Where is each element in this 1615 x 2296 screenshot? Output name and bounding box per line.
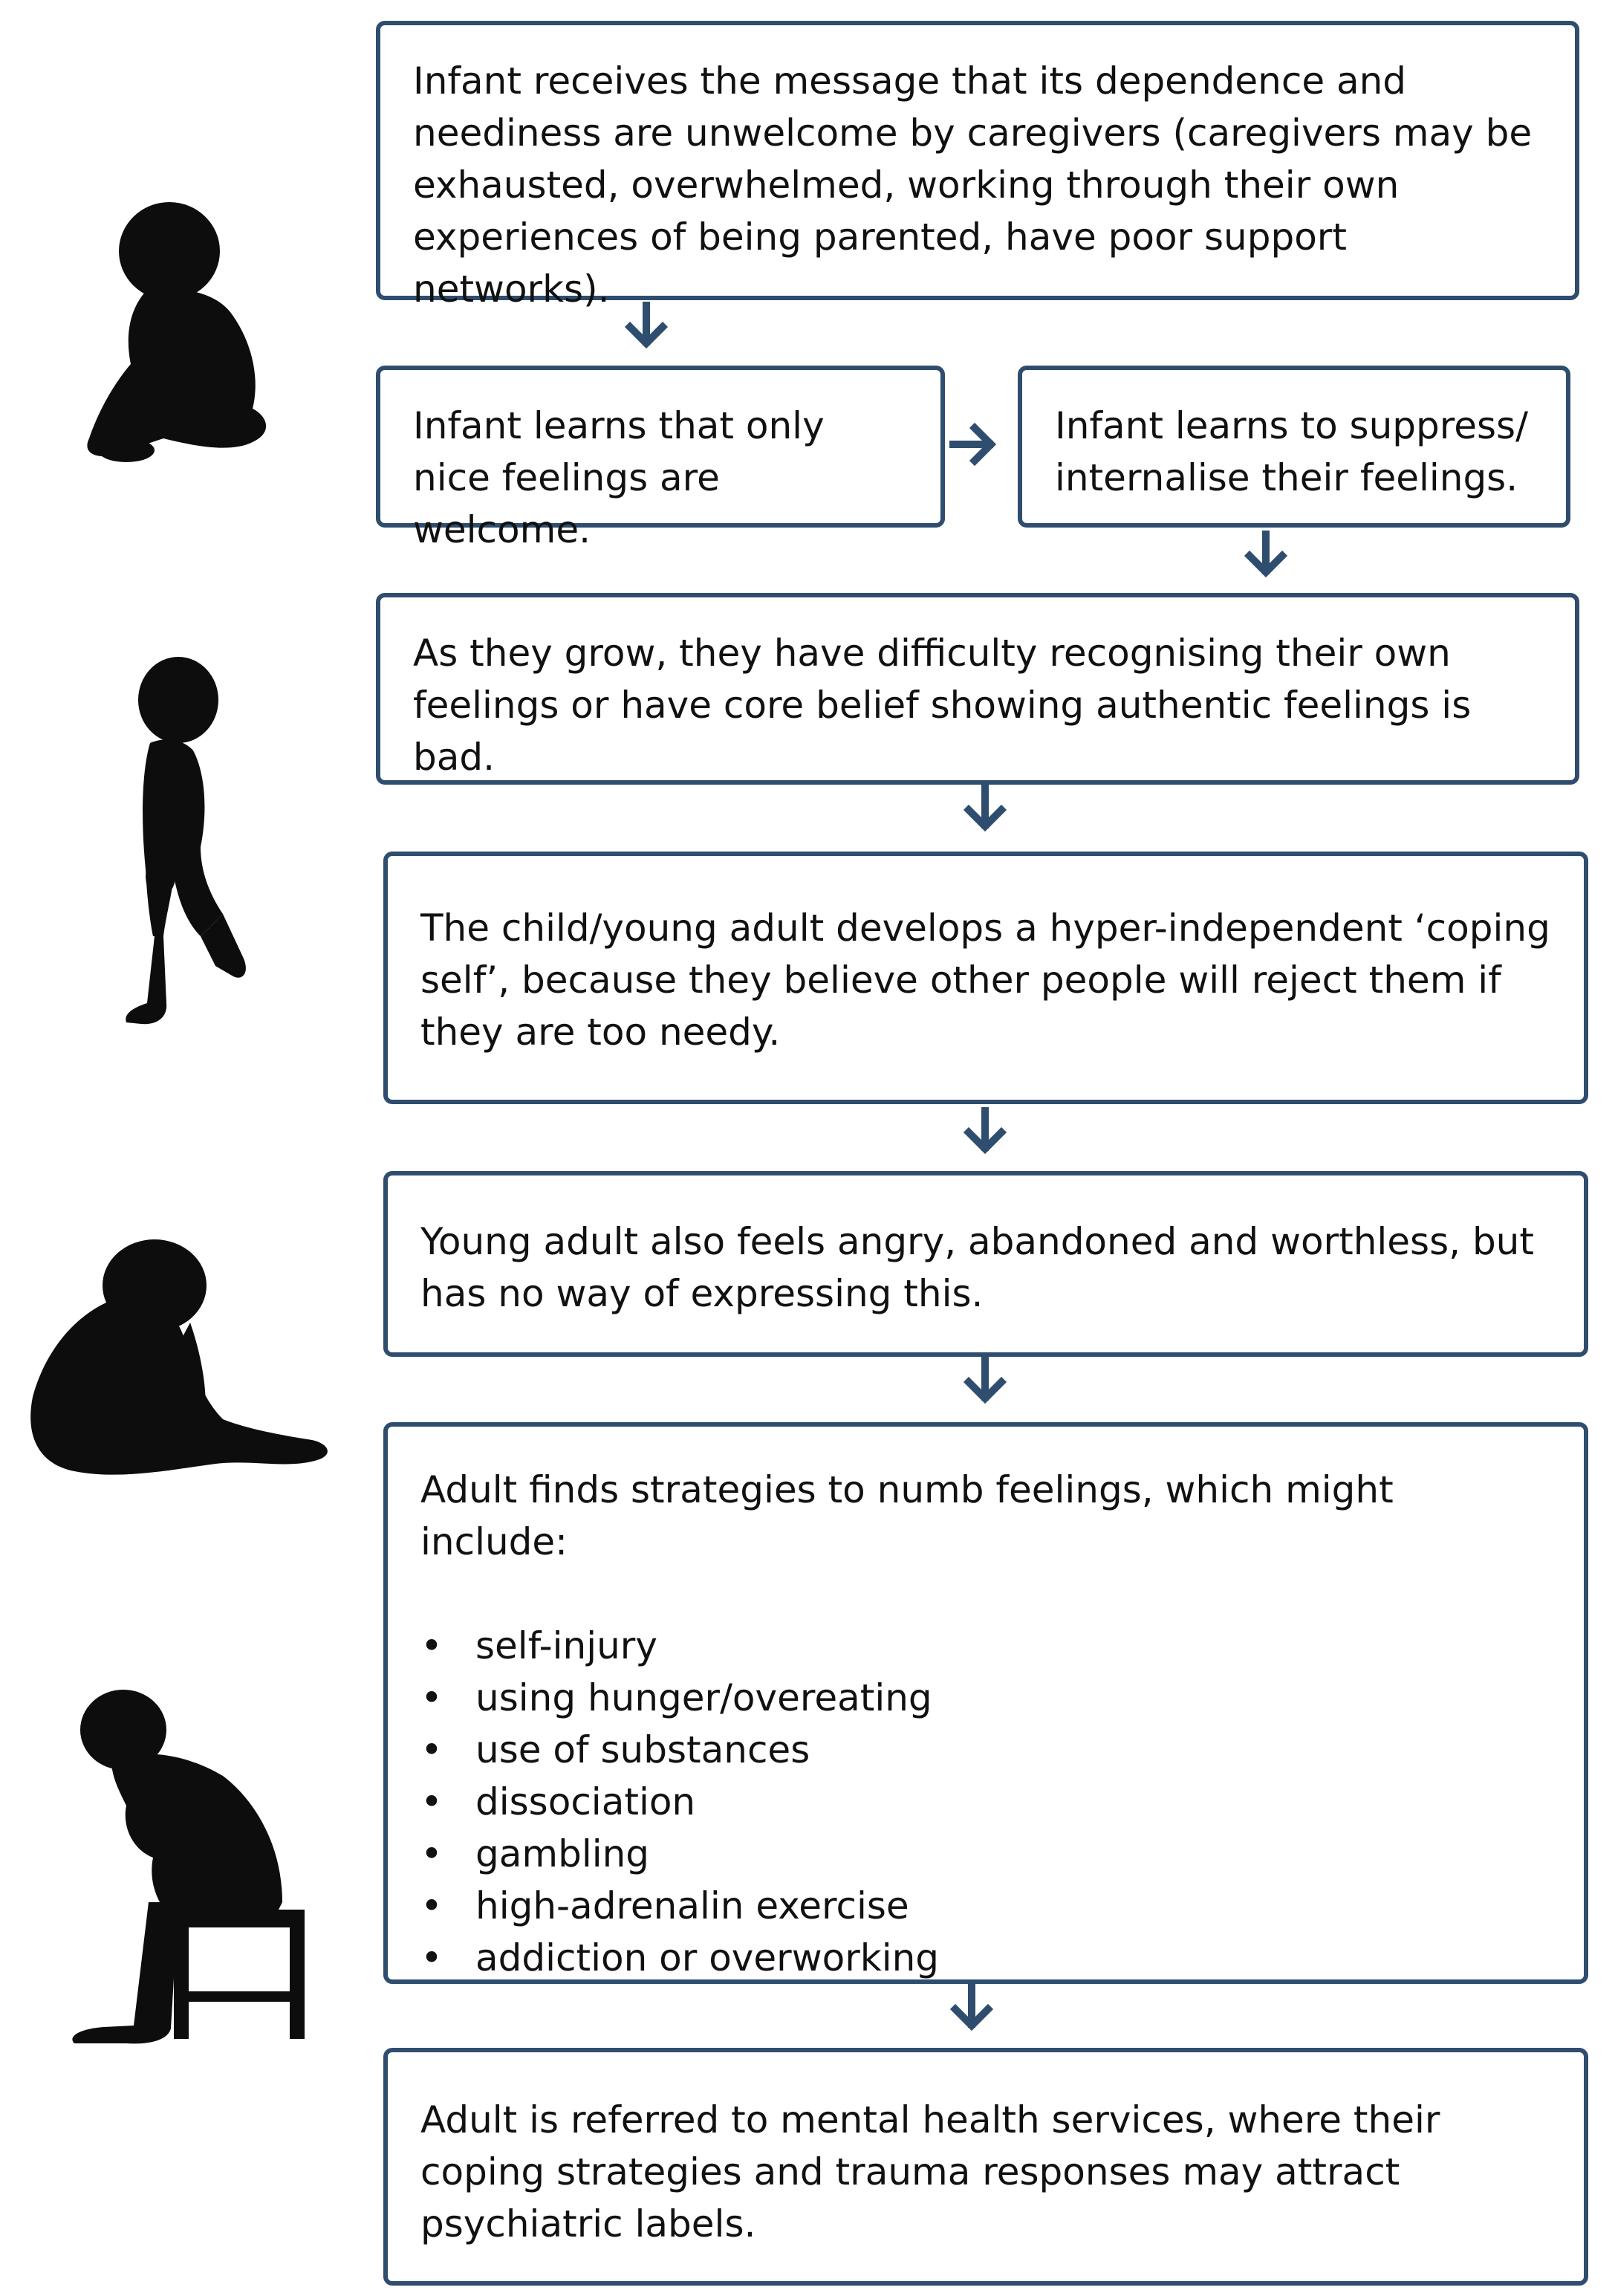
step-5-box bbox=[383, 1171, 1588, 1357]
step-1-text: Infant receives the message that its dependence and neediness are unwelcome by caregivers (caregivers may be exhausted, overwhelmed, working through their own experiences of being parented, have poor support networks). bbox=[413, 59, 1533, 311]
step-4-box bbox=[383, 852, 1588, 1104]
list-item: • gambling bbox=[475, 1828, 1551, 1880]
infant-sitting-silhouette bbox=[82, 201, 275, 468]
step-7-text: Adult is referred to mental health services, where their coping strategies and trauma responses may attract psychiatric labels. bbox=[420, 2098, 1440, 2245]
step-6-box bbox=[383, 1422, 1588, 1984]
step-4-text: The child/young adult develops a hyper-independent ‘coping self’, because they believe other people will reject them if they are too needy. bbox=[420, 907, 1550, 1054]
step-2a-text: Infant learns that only nice feelings are welcome. bbox=[413, 404, 825, 551]
step-2a-box bbox=[376, 366, 945, 551]
list-item: • self-injury bbox=[475, 1620, 1551, 1672]
step-2b-text: Infant learns to suppress/ internalise their feelings. bbox=[1055, 404, 1528, 499]
step-1-box bbox=[376, 21, 1579, 311]
arrow-down-icon bbox=[1244, 531, 1288, 578]
step-3-text: As they grow, they have difficulty recognising their own feelings or have core belief showing authentic feelings is bad. bbox=[413, 632, 1472, 779]
list-item: • using hunger/overeating bbox=[475, 1672, 1551, 1724]
arrow-right-icon bbox=[949, 422, 997, 467]
step-6-intro: Adult finds strategies to numb feelings, which might include: bbox=[420, 1468, 1394, 1563]
adult-seated-head-in-hand-silhouette bbox=[59, 1679, 327, 2051]
child-walking-silhouette bbox=[111, 654, 260, 1040]
step-3-box bbox=[376, 593, 1579, 785]
list-item: • addiction or overworking bbox=[475, 1932, 1551, 1984]
arrow-down-icon bbox=[963, 1107, 1007, 1155]
step-7-box bbox=[383, 2048, 1588, 2286]
list-item: • high-adrenalin exercise bbox=[475, 1880, 1551, 1932]
young-adult-crouching-silhouette bbox=[22, 1233, 334, 1494]
arrow-down-icon bbox=[963, 1357, 1007, 1404]
arrow-down-icon bbox=[624, 302, 669, 349]
step-5-text: Young adult also feels angry, abandoned and worthless, but has no way of expressing this. bbox=[420, 1220, 1534, 1315]
arrow-down-icon bbox=[963, 785, 1007, 832]
list-item: • use of substances bbox=[475, 1724, 1551, 1776]
arrow-down-icon bbox=[949, 1984, 994, 2031]
step-2b-box bbox=[1018, 366, 1570, 528]
strategies-list bbox=[420, 1620, 1551, 1984]
list-item: • dissociation bbox=[475, 1776, 1551, 1828]
